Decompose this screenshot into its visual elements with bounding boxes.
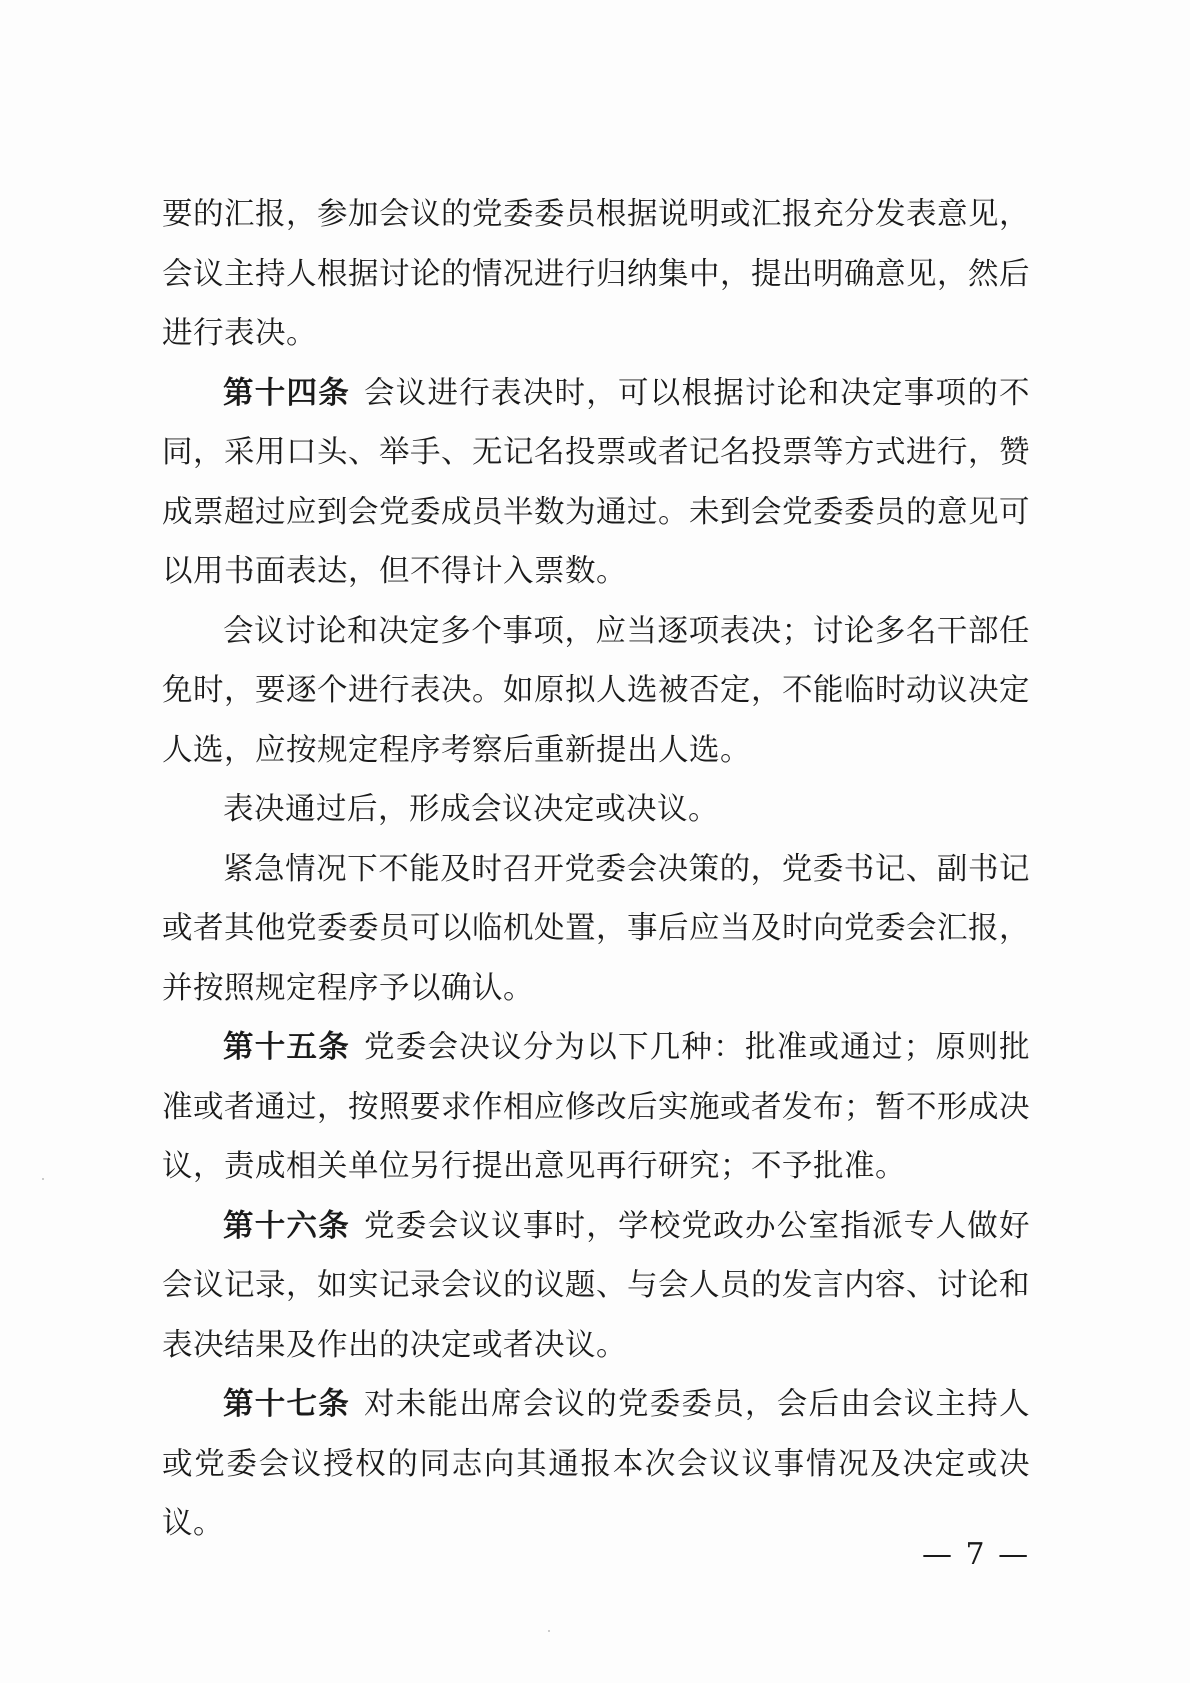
paragraph-text: 表决通过后，形成会议决定或决议。 <box>223 792 719 827</box>
scan-speck <box>548 1630 550 1632</box>
article-14 <box>162 364 1030 602</box>
paragraph-text: 对未能出席会议的党委委员，会后由会议主持人或党委会议授权的同志向其通报本次会议议事情况及决定或决议。 <box>162 1387 1030 1541</box>
paragraph-text: 会议讨论和决定多个事项，应当逐项表决；讨论多名干部任免时，要逐个进行表决。如原拟人选被否定，不能临时动议决定人选，应按规定程序考察后重新提出人选。 <box>162 613 1030 768</box>
paragraph-text: 党委会决议分为以下几种：批准或通过；原则批准或者通过，按照要求作相应修改后实施或者发布；暂不形成决议，责成相关单位另行提出意见再行研究；不予批准。 <box>162 1030 1030 1184</box>
paragraph-text: 要的汇报，参加会议的党委委员根据说明或汇报充分发表意见，会议主持人根据讨论的情况进行归纳集中，提出明确意见，然后进行表决。 <box>162 197 1030 351</box>
scan-speck <box>42 1178 44 1180</box>
paragraph-emergency <box>162 840 1030 1019</box>
article-16 <box>162 1197 1030 1376</box>
article-15 <box>162 1018 1030 1197</box>
paragraph-text: 会议进行表决时，可以根据讨论和决定事项的不同，采用口头、举手、无记名投票或者记名投票等方式进行，赞成票超过应到会党委成员半数为通过。未到会党委委员的意见可以用书面表达，但不得计入票数。 <box>162 375 1030 589</box>
article-heading: 第十六条 <box>223 1207 350 1244</box>
article-17 <box>162 1375 1030 1554</box>
article-heading: 第十七条 <box>223 1386 350 1422</box>
paragraph-text: 紧急情况下不能及时召开党委会决策的，党委书记、副书记或者其他党委委员可以临机处置，事后应当及时向党委会汇报，并按照规定程序予以确认。 <box>162 851 1030 1006</box>
document-body <box>162 185 1030 1554</box>
article-heading: 第十四条 <box>223 374 350 411</box>
paragraph-continuation <box>162 185 1030 364</box>
page-number: — 7 — <box>922 1537 1031 1572</box>
paragraph-multiple-matters <box>162 602 1030 781</box>
paragraph-after-vote <box>162 780 1030 840</box>
paragraph-text: 党委会议议事时，学校党政办公室指派专人做好会议记录，如实记录会议的议题、与会人员的发言内容、讨论和表决结果及作出的决定或者决议。 <box>162 1208 1030 1363</box>
article-heading: 第十五条 <box>223 1029 350 1065</box>
